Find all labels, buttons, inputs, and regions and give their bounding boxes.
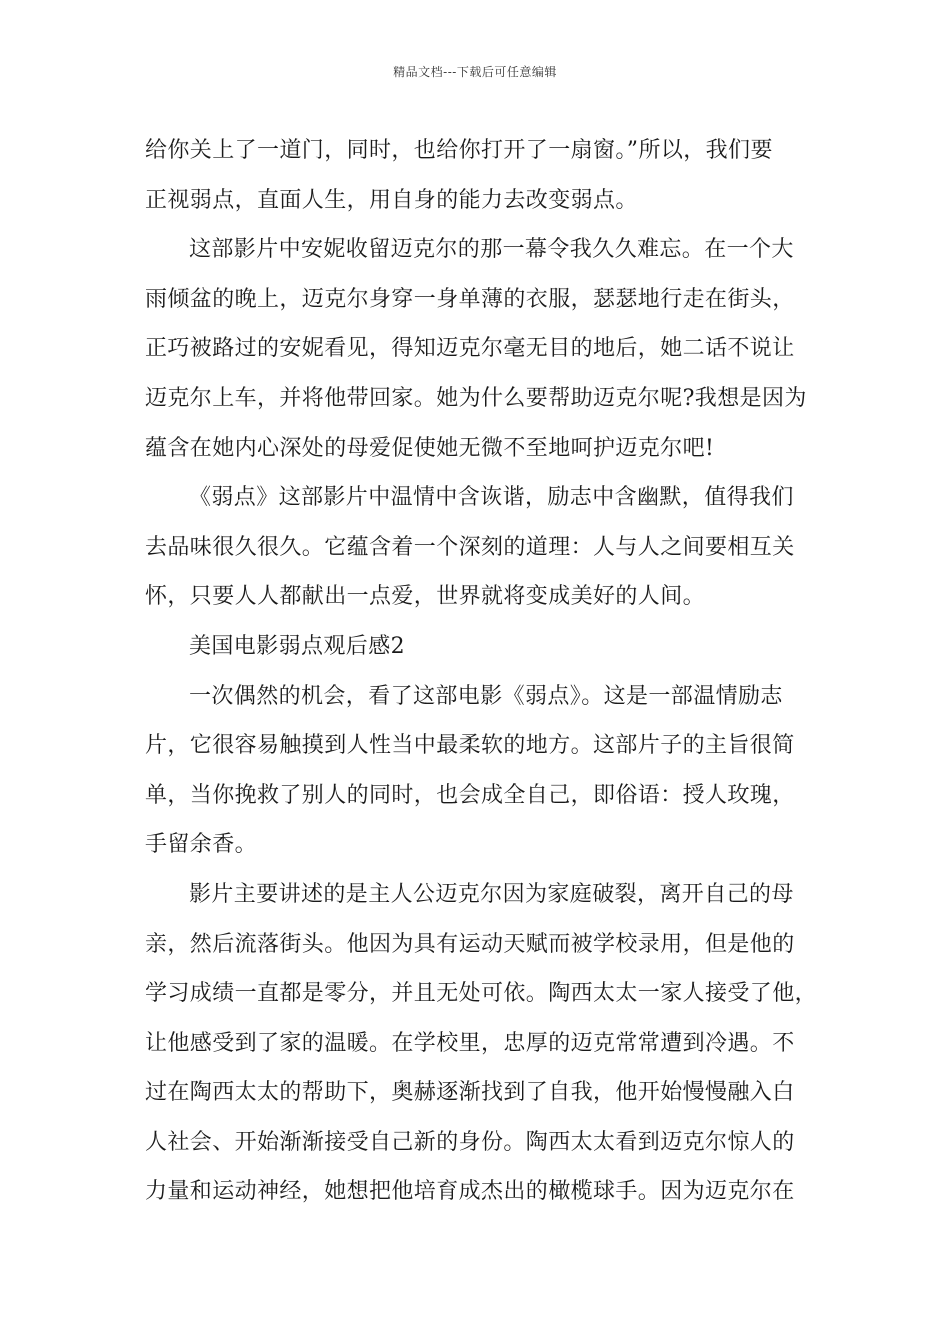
text-line: 单，当你挽救了别人的同时，也会成全自己，即俗语：授人玫瑰， <box>145 782 795 808</box>
text-line: 《弱点》这部影片中温情中含诙谐，励志中含幽默，值得我们 <box>189 485 794 511</box>
paragraph-2 <box>145 225 810 473</box>
text-line: 人社会、开始渐渐接受自己新的身份。陶西太太看到迈克尔惊人的 <box>145 1129 795 1155</box>
text-line: 片，它很容易触摸到人性当中最柔软的地方。这部片子的主旨很简 <box>145 733 795 759</box>
text-line: 正巧被路过的安妮看见，得知迈克尔毫无目的地后，她二话不说让 <box>145 336 795 362</box>
paragraph-3 <box>145 473 810 622</box>
paragraph-5 <box>145 870 818 1217</box>
text-line: 给你关上了一道门，同时，也给你打开了一扇窗。”所以，我们要 <box>145 138 773 163</box>
text-line: 手留余香。 <box>145 832 258 858</box>
document-body <box>145 126 818 1217</box>
section-heading <box>145 622 810 672</box>
text-line: 正视弱点，直面人生，用自身的能力去改变弱点。 <box>145 187 638 213</box>
text-line: 过在陶西太太的帮助下，奥赫逐渐找到了自我，他开始慢慢融入白 <box>145 1080 795 1106</box>
page-header: 精品文档---下载后可任意编辑 <box>393 65 557 79</box>
text-line: 迈克尔上车，并将他带回家。她为什么要帮助迈克尔呢?我想是因为 <box>145 385 807 411</box>
text-line: 蕴含在她内心深处的母爱促使她无微不至地呵护迈克尔吧! <box>145 435 715 461</box>
text-line: 让他感受到了家的温暖。在学校里，忠厚的迈克常常遭到冷遇。不 <box>145 1030 795 1056</box>
text-line: 影片主要讲述的是主人公迈克尔因为家庭破裂，离开自己的母 <box>189 881 794 907</box>
text-line: 去品味很久很久。它蕴含着一个深刻的道理：人与人之间要相互关 <box>145 534 795 560</box>
text-line: 力量和运动神经，她想把他培育成杰出的橄榄球手。因为迈克尔在 <box>145 1179 795 1205</box>
text-line: 亲，然后流落街头。他因为具有运动天赋而被学校录用，但是他的 <box>145 931 795 957</box>
text-line: 学习成绩一直都是零分，并且无处可依。陶西太太一家人接受了他， <box>145 981 818 1007</box>
text-line: 怀，只要人人都献出一点爱，世界就将变成美好的人间。 <box>145 584 706 610</box>
paragraph-4 <box>145 672 810 870</box>
text-line: 雨倾盆的晚上，迈克尔身穿一身单薄的衣服，瑟瑟地行走在街头， <box>145 286 795 312</box>
paragraph-1 <box>145 126 810 225</box>
heading-line: 美国电影弱点观后感2 <box>189 633 405 659</box>
text-line: 这部影片中安妮收留迈克尔的那一幕令我久久难忘。在一个大 <box>189 237 794 263</box>
text-line: 一次偶然的机会，看了这部电影《弱点》。这是一部温情励志 <box>189 683 783 709</box>
